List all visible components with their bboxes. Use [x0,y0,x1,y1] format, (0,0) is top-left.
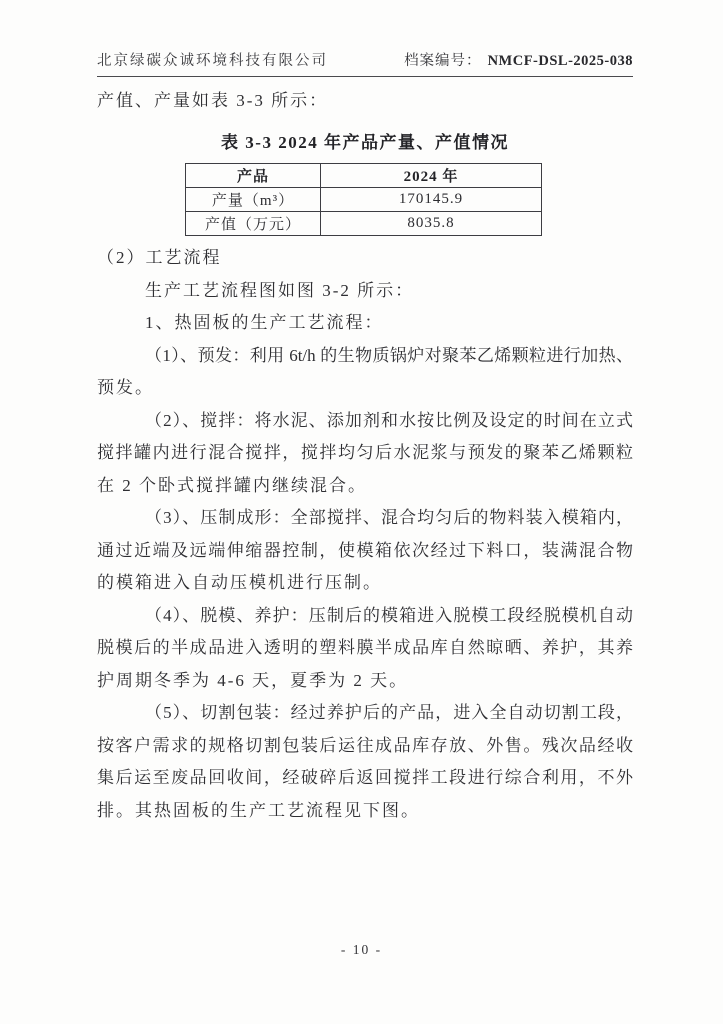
production-table [185,163,542,236]
table-cell-value-value: 8035.8 [321,212,542,236]
body-line: （1）、预发：利用 6t/h 的生物质锅炉对聚苯乙烯颗粒进行加热、 [145,345,633,365]
body-line: （3）、压制成形：全部搅拌、混合均匀后的物料装入模箱内， [145,508,633,527]
body-line: 护周期冬季为 4-6 天，夏季为 2 天。 [97,670,409,690]
archive-number: NMCF-DSL-2025-038 [487,53,633,69]
table-row [186,212,542,236]
table-cell-value-label: 产值（万元） [186,212,321,236]
body-line: 脱模后的半成品进入透明的塑料膜半成品库自然晾晒、养护，其养 [97,638,633,657]
body-line: 的模箱进入自动压模机进行压制。 [97,573,382,592]
body-line: 在 2 个卧式搅拌罐内继续混合。 [97,475,367,495]
header-company-name: 北京绿碳众诚环境科技有限公司 [97,53,328,69]
body-line: 集后运至废品回收间，经破碎后返回搅拌工段进行综合利用，不外 [97,768,633,787]
body-line: （2）工艺流程 [97,248,222,267]
table-header-year: 2024 年 [321,164,542,188]
body-line: （2）、搅拌：将水泥、添加剂和水按比例及设定的时间在立式 [145,410,633,430]
table-header-product: 产品 [186,164,321,188]
body-line: （4）、脱模、养护：压制后的模箱进入脱模工段经脱模机自动 [145,605,633,625]
header-archive [404,49,633,70]
intro-sentence: 产值、产量如表 3-3 所示： [97,91,329,110]
page-number: - 10 - [340,942,383,957]
body-line: 按客户需求的规格切割包装后运往成品库存放、外售。残次品经收 [97,735,633,755]
body-text [97,242,633,827]
table-row [186,188,542,212]
body-line: 排。其热固板的生产工艺流程见下图。 [97,800,420,820]
body-line: 搅拌罐内进行混合搅拌，搅拌均匀后水泥浆与预发的聚苯乙烯颗粒 [97,443,633,462]
body-line: 通过近端及远端伸缩器控制，使模箱依次经过下料口，装满混合物 [97,540,633,560]
table-cell-output-label: 产量（m³） [186,188,321,212]
body-line: 1、热固板的生产工艺流程： [145,313,384,332]
table-header-row [186,164,542,188]
body-line: 预发。 [97,378,154,397]
archive-label: 档案编号： [404,53,482,69]
body-line: （5）、切割包装：经过养护后的产品，进入全自动切割工段， [145,703,633,722]
page-header [97,49,633,77]
table-title: 表 3-3 2024 年产品产量、产值情况 [221,133,509,152]
body-line: 生产工艺流程图如图 3-2 所示： [145,280,415,300]
table-cell-output-value: 170145.9 [321,188,542,212]
